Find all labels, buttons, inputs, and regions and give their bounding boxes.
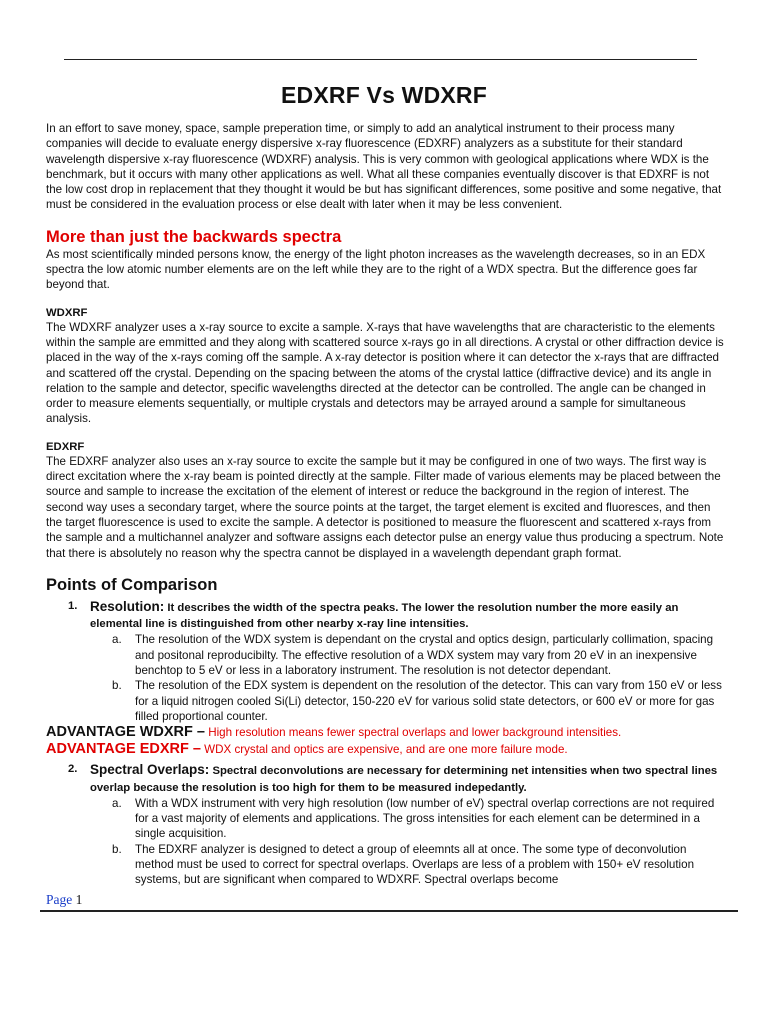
comparison-item-spectral-overlaps — [46, 762, 726, 887]
section-heading-backwards-spectra: More than just the backwards spectra — [46, 227, 342, 246]
page-number-label — [46, 892, 82, 908]
points-of-comparison-heading: Points of Comparison — [46, 575, 218, 594]
intro-paragraph: In an effort to save money, space, sample preperation time, or simply to add an analytical instrument to their process many companies will decide to evaluate energy dispersive x-ray fluorescence (EDXRF) analyzers as a substitute for their standard wavelength dispersive x-ray fluorescence (WDXRF) analysis. This is very common with geological applications where WDX is the benchmark, but it occurs with many other applications as well. What all these companies eventually discover is that EDXRF is not the low cost drop in replacement that they thought it would be but has significant differences, some positive and some negative, that must be considered in the evaluation process or else dealt with later when it may be less convenient. — [46, 122, 722, 212]
sub-list — [90, 632, 726, 724]
sub-item — [90, 678, 726, 724]
point-title: Spectral Overlaps: — [90, 762, 210, 778]
sub-text: The EDXRF analyzer is designed to detect a group of eleemnts all at once. The some type of deconvolution method must be used to correct for spectral overlaps. Overlaps are less of a problem with 150+ eV resolution systems, but are significant when compared to WDXRF. Spectral overlaps become — [135, 842, 695, 887]
list-number: 1. — [68, 599, 78, 612]
sub-item — [90, 632, 726, 678]
comparison-list-continued — [46, 762, 726, 887]
edxrf-paragraph: The EDXRF analyzer also uses an x-ray source to excite the sample but it may be configured in one of two ways. The first way is direct excitation where the x-ray beam is pointed directly at the sample. Filter made of various elements may be placed between the source and sample to increase the excitation of the element of interest or reduce the background in the region of interest. The second way uses a secondary target, where the source points at the target, the target element is excited and fluoresces, and then the target fluorescence is used to excite the sample. A detector is positioned to measure the fluorescent and scattered x-rays from the sample and a multichannel analyzer and software assigns each detector pulse an energy value thus producing a spectrum. Note that there is absolutely no reason why the spectra cannot be displayed in a wavelength dependant graph format. — [46, 454, 724, 560]
sub-list — [90, 796, 726, 888]
document-body — [46, 121, 726, 888]
comparison-item-resolution — [46, 599, 726, 724]
footer-rule — [40, 910, 738, 912]
advantage-edxrf-label: ADVANTAGE EDXRF – — [46, 741, 201, 758]
sub-text: The resolution of the EDX system is dependent on the resolution of the detector. This can vary from 150 eV or less for a liquid nitrogen cooled Si(Li) detector, 150-220 eV for various solid state detectors, or 600 eV or more for gas filled proportional counter. — [135, 679, 722, 723]
sub-item — [90, 842, 726, 888]
page-number: 1 — [75, 892, 83, 907]
sub-text: The resolution of the WDX system is dependant on the crystal and optics design, particularly collimation, spacing and positonal reproducibilty. The effective resolution of a WDX system may vary from 20 eV in an inexpensive benchtop to 5 eV or less in a laboratory instrument. The resolution is not detector dependant. — [135, 633, 714, 678]
page-word: Page — [46, 892, 73, 907]
sub-letter: b. — [112, 679, 122, 693]
point-title: Resolution: — [90, 598, 165, 614]
point-description: It describes the width of the spectra peaks. The lower the resolution number the more easily an elemental line is distinguished from other nearby x-ray line intensities. — [90, 601, 679, 631]
header-rule — [64, 59, 697, 60]
comparison-list — [46, 599, 726, 724]
advantage-wdxrf-label: ADVANTAGE WDXRF – — [46, 724, 205, 741]
advantage-wdxrf-text: High resolution means fewer spectral overlaps and lower background intensities. — [204, 726, 622, 740]
advantage-edxrf — [46, 741, 726, 758]
sub-letter: a. — [112, 633, 122, 647]
wdxrf-heading: WDXRF — [46, 306, 88, 319]
sub-letter: a. — [112, 796, 122, 810]
edxrf-heading: EDXRF — [46, 440, 85, 453]
list-number: 2. — [68, 763, 78, 776]
point-description: Spectral deconvolutions are necessary for determining net intensities when two spectral lines overlap because the resolution is too high for them to be measured indepedantly. — [90, 765, 718, 794]
sub-text: With a WDX instrument with very high resolution (low number of eV) spectral overlap corrections are not required for a vast majority of elements and applications. The gross intensities for each element can be determined in a single acquisition. — [135, 796, 715, 841]
sub-item — [90, 796, 726, 842]
advantage-edxrf-text: WDX crystal and optics are expensive, and are one more failure mode. — [200, 743, 568, 757]
sub-letter: b. — [112, 842, 122, 856]
document-title: EDXRF Vs WDXRF — [281, 82, 487, 108]
advantage-wdxrf — [46, 724, 726, 741]
section-backwards-spectra-text: As most scientifically minded persons know, the energy of the light photon increases as the wavelength decreases, so in an EDX spectra the low atomic number elements are on the left while they are to the right of a WDX spectra. But the difference goes far beyond that. — [46, 247, 706, 292]
wdxrf-paragraph: The WDXRF analyzer uses a x-ray source to excite a sample. X-rays that have wavelengths that are characteristic to the elements within the sample are emmitted and they along with scattered source x-rays go in all directions. A crystal or other diffraction device is placed in the way of the x-rays coming off the sample. A x-ray detector is position where it can detector the x-rays that are diffracted and scattered off the crystal. Depending on the spacing between the atoms of the crystal lattice (diffractive device) and its angle in relation to the sample and detector, specific wavelengths directed at the detector can be controlled. The angle can be changed in order to measure elements sequentially, or multiple crystals and detectors may be arrayed around a sample for simultaneous analysis. — [46, 320, 724, 426]
